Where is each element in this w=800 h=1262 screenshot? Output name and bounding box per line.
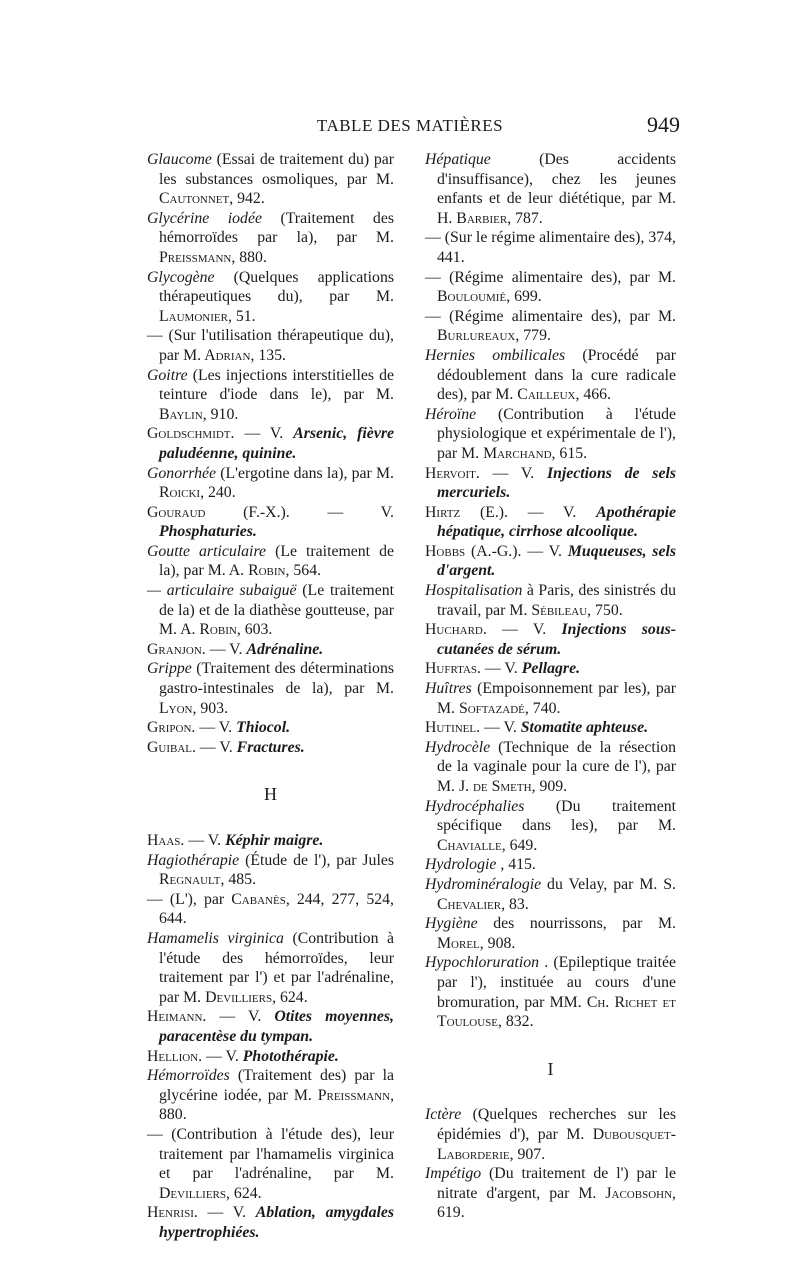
entry-head: Glycérine iodée xyxy=(147,209,262,227)
index-column-left xyxy=(147,150,394,1242)
entry-head: Goutte articulaire xyxy=(147,542,267,560)
index-entry xyxy=(425,1105,676,1164)
running-header xyxy=(140,112,680,142)
entry-author: M. Devilliers xyxy=(159,1165,394,1202)
entry-head: Hamamelis virginica xyxy=(147,929,284,947)
entry-head: — xyxy=(425,268,441,286)
entry-page: , 699. xyxy=(506,288,542,306)
entry-ref: Pellagre. xyxy=(521,660,581,678)
entry-ref: Injections sous-cutanées de sérum. xyxy=(437,621,677,658)
entry-head: Hépatique xyxy=(425,151,491,168)
entry-head: Hygiène xyxy=(425,915,478,933)
entry-author: M. Roicki xyxy=(159,464,395,502)
entry-page: , 942. xyxy=(229,190,265,208)
index-entry-xref xyxy=(425,718,676,738)
entry-text: (Contribution à l'étude physiologique et expérimentale de l'), par xyxy=(437,405,677,462)
entry-text: (Procédé par dédoublement dans la cure radicale des), par xyxy=(437,346,676,404)
index-entry-xref xyxy=(147,1203,394,1242)
entry-page: , 787. xyxy=(507,209,543,227)
entry-page: , 907. xyxy=(509,1145,546,1163)
entry-ref: Injections de sels mercuriels. xyxy=(437,464,677,502)
index-entry xyxy=(147,1066,394,1125)
entry-page: , 880. xyxy=(159,1086,395,1124)
entry-author: MM. Ch. Richet et Toulouse xyxy=(437,993,676,1031)
entry-head: — xyxy=(425,307,441,325)
index-entry-xref xyxy=(147,640,394,660)
index-entry xyxy=(147,929,394,1007)
entry-head: — xyxy=(425,229,441,247)
index-entry xyxy=(425,581,676,620)
entry-text: (Quelques applications thérapeutiques du), par xyxy=(159,268,394,306)
entry-text: — V. xyxy=(244,425,284,443)
entry-text: (L'), par xyxy=(169,890,225,908)
entry-text: (Étude de l'), par Jules xyxy=(245,851,395,869)
entry-head: — articulaire subaiguë xyxy=(147,582,297,600)
entry-head: Ictère xyxy=(425,1106,462,1124)
entry-text: — V. xyxy=(209,640,243,658)
entry-page: , 615. xyxy=(551,444,588,462)
entry-author: M. Devilliers xyxy=(183,988,273,1006)
entry-text: (Des accidents d'insuffisance), chez les jeunes enfants et de leur diététique, par xyxy=(437,151,676,208)
entry-page: , 908. xyxy=(479,934,516,952)
entry-author: M. Baylin xyxy=(159,386,394,423)
entry-page: , 880. xyxy=(231,248,267,266)
entry-ref: Ablation, amygdales hypertrophiées. xyxy=(159,1204,395,1241)
entry-head: Heimann. xyxy=(147,1008,207,1026)
entry-head: Huchard. xyxy=(425,621,487,639)
index-entry xyxy=(425,228,676,267)
entry-text: (L'ergotine dans la), par xyxy=(220,464,372,482)
entry-author: M. Preissmann xyxy=(293,1086,391,1104)
entry-text: (Traitement des hémorroïdes par la), par xyxy=(159,209,394,247)
entry-head: Hirtz (E.). xyxy=(425,503,509,521)
entry-text: (Sur le régime alimentaire des), 374, 441. xyxy=(437,229,676,266)
entry-author: M. H. Barbier xyxy=(437,190,677,227)
entry-head: Hypochloruration xyxy=(425,954,540,972)
entry-text: (Le traitement de la), par xyxy=(159,542,394,580)
index-entry-xref xyxy=(147,424,394,463)
index-entry-xref xyxy=(425,659,676,679)
entry-text: — V. xyxy=(492,464,535,482)
entry-ref: Muqueuses, sels d'argent. xyxy=(437,542,676,580)
entry-page: , 135. xyxy=(250,346,286,364)
entry-text: à Paris, des sinistrés du travail, par xyxy=(437,582,676,619)
entry-page: , 624. xyxy=(226,1184,262,1202)
entry-page: , 619. xyxy=(437,1184,676,1222)
entry-page: , 244, 277, 524, 644. xyxy=(159,890,395,928)
entry-page: , 603. xyxy=(236,621,273,639)
entry-text: (Le traitement de la) et de la diathèse goutteuse, par xyxy=(159,582,394,619)
entry-head: Goldschmidt. xyxy=(147,425,235,443)
entry-author: M. A. Robin xyxy=(207,562,286,580)
entry-text: (Technique de la résection de la vaginale pour la cure de l'), par xyxy=(437,738,677,776)
entry-author: M. Lyon xyxy=(159,680,394,717)
entry-text: , 415. xyxy=(500,856,536,874)
entry-author: M. Cailleux xyxy=(495,386,576,404)
entry-head: Glaucome xyxy=(147,151,212,168)
entry-text: (Traitement des déterminations gastro-intestinales de la), par xyxy=(159,660,394,698)
entry-page: , 624. xyxy=(272,988,308,1006)
entry-author: Regnault xyxy=(159,871,221,889)
index-entry xyxy=(147,464,394,503)
entry-page: , 779. xyxy=(515,327,551,345)
index-entry xyxy=(147,890,394,929)
section-letter: I xyxy=(547,1058,554,1079)
entry-text: (Sur l'utilisation thérapeutique du), par xyxy=(159,327,394,364)
entry-text: (Traitement des) par la glycérine iodée, par xyxy=(159,1067,394,1104)
entry-page: , 564. xyxy=(285,562,322,580)
entry-ref: Apothérapie hépatique, cirrhose alcoolique. xyxy=(437,503,677,541)
entry-author: M. Chavialle xyxy=(437,817,676,854)
entry-page: , 903. xyxy=(192,699,229,717)
entry-text: — V. xyxy=(206,1047,239,1065)
page-title: TABLE DES MATIÈRES xyxy=(316,116,504,135)
entry-author: M. Morel xyxy=(437,915,677,952)
entry-text: des nourrissons, par xyxy=(493,915,643,933)
index-entry xyxy=(425,855,676,875)
entry-head: Impétigo xyxy=(425,1165,482,1183)
entry-text: (Régime alimentaire des), par xyxy=(449,268,650,286)
index-entry xyxy=(425,405,676,464)
entry-text: — V. xyxy=(527,542,563,560)
index-entry xyxy=(147,851,394,890)
index-entry xyxy=(425,1164,676,1223)
index-entry xyxy=(425,679,676,718)
entry-head: Haas. xyxy=(147,832,185,849)
entry-head: — xyxy=(147,1125,163,1143)
entry-head: Gouraud (F.-X.). xyxy=(147,503,290,521)
entry-page: , 485. xyxy=(220,871,257,889)
entry-head: Hervoit. xyxy=(425,464,480,482)
index-entry xyxy=(425,875,676,914)
entry-ref: Phosphaturies. xyxy=(159,523,257,541)
entry-text: — V. xyxy=(502,621,547,639)
entry-page: , 910. xyxy=(202,405,239,423)
entry-author: Cabanès xyxy=(231,890,286,908)
index-entry xyxy=(425,797,676,856)
entry-author: M. Cautonnet xyxy=(159,170,394,208)
entry-head: Hutinel. xyxy=(425,719,481,737)
entry-text: (Empoisonnement par les), par xyxy=(477,680,676,698)
entry-head: Héroïne xyxy=(425,405,477,423)
index-entry xyxy=(147,581,394,640)
entry-text: (Contribution à l'étude des hémorroïdes, leur traitement par l') et par l'adrénaline, par xyxy=(159,929,395,1006)
index-entry xyxy=(147,659,394,718)
entry-ref: Stomatite aphteuse. xyxy=(520,719,649,737)
entry-head: Hobbs (A.-G.). xyxy=(425,542,522,560)
entry-head: Henrisi. xyxy=(147,1204,198,1222)
entry-text: (Les injections interstitielles de teinture d'iode dans le), par xyxy=(159,366,394,404)
entry-head: Hagiothérapie xyxy=(147,851,240,869)
entry-ref: Thiocol. xyxy=(236,719,291,737)
entry-ref: Adrénaline. xyxy=(246,640,324,658)
entry-text: (Du traitement spécifique dans les), par xyxy=(437,797,676,835)
entry-page: , 740. xyxy=(524,699,561,717)
index-entry xyxy=(425,914,676,953)
index-entry-xref xyxy=(425,503,676,542)
entry-head: Guibal. xyxy=(147,738,196,756)
entry-ref: Arsenic, fièvre paludéenne, quinine. xyxy=(159,425,394,462)
entry-text: — V. xyxy=(199,719,233,737)
entry-text: — V. xyxy=(207,1204,247,1222)
entry-text: (Du traitement de l') par le nitrate d'argent, par xyxy=(437,1165,677,1202)
entry-text: (Essai de traitement du) par les substances osmoliques, par xyxy=(159,151,394,188)
index-entry xyxy=(425,150,676,228)
section-letter: H xyxy=(264,784,277,805)
index-entry xyxy=(147,209,394,268)
index-entry xyxy=(425,346,676,405)
index-entry xyxy=(147,326,394,365)
entry-head: Gonorrhée xyxy=(147,464,217,482)
entry-text: . (Epileptique traitée par l'), instituée au cours d'une bromuration, par xyxy=(437,954,676,1011)
entry-head: Hydrocéphalies xyxy=(425,797,525,815)
entry-author: M. Laumonier xyxy=(159,288,394,325)
entry-author: M. Softazadé xyxy=(437,699,525,717)
entry-text: — V. xyxy=(484,660,518,678)
entry-ref: Fractures. xyxy=(236,738,305,756)
entry-head: Hernies ombilicales xyxy=(425,346,566,364)
entry-page: , 832. xyxy=(497,1013,534,1031)
index-entry xyxy=(147,542,394,581)
index-entry xyxy=(147,366,394,425)
entry-author: M. J. de Smeth xyxy=(437,778,532,795)
entry-page: , 909. xyxy=(531,778,568,795)
entry-head: Hospitalisation xyxy=(425,582,523,600)
entry-head: Gripon. xyxy=(147,719,196,737)
entry-author: M. Bouloumié xyxy=(437,268,676,306)
index-entry xyxy=(425,738,676,797)
entry-ref: Képhir maigre. xyxy=(225,832,324,849)
entry-page: , 649. xyxy=(501,836,538,854)
entry-head: Hydrologie xyxy=(425,856,497,874)
index-entry-xref xyxy=(147,738,394,758)
entry-ref: Otites moyennes, paracentèse du tympan. xyxy=(159,1008,394,1045)
entry-text: (Régime alimentaire des), par xyxy=(449,307,650,325)
index-entry-xref xyxy=(425,542,676,581)
index-entry-xref xyxy=(425,620,676,659)
entry-author: M. S. Chevalier xyxy=(437,875,676,913)
entry-head: Hufrtas. xyxy=(425,660,481,678)
entry-author: M. Dubousquet-Laborderie xyxy=(437,1125,676,1163)
page-number: 949 xyxy=(647,112,680,137)
entry-head: Hydrocèle xyxy=(425,738,491,756)
entry-page: , 51. xyxy=(227,307,256,325)
entry-text: — V. xyxy=(484,719,517,737)
index-entry-xref xyxy=(147,1007,394,1046)
entry-author: M. Adrian xyxy=(183,346,251,364)
entry-head: Glycogène xyxy=(147,268,215,286)
entry-text: (Contribution à l'étude des), leur traitement par l'hamamelis virginica et par l'adrénaline, par xyxy=(159,1125,394,1183)
entry-page: , 83. xyxy=(501,895,529,913)
entry-head: — xyxy=(147,890,163,908)
entry-page: , 750. xyxy=(587,601,623,619)
index-entry xyxy=(425,268,676,307)
entry-text: — V. xyxy=(219,1008,262,1026)
index-entry-xref xyxy=(147,503,394,542)
entry-head: Huîtres xyxy=(425,680,472,698)
entry-text: — V. xyxy=(188,832,222,849)
entry-page: , 466. xyxy=(575,386,612,404)
entry-head: Grippe xyxy=(147,660,192,678)
entry-head: Hémorroïdes xyxy=(147,1067,230,1085)
index-entry-xref xyxy=(147,831,394,851)
index-entry-xref xyxy=(147,718,394,738)
index-entry xyxy=(147,268,394,327)
entry-head: Hydrominéralogie xyxy=(425,875,542,893)
index-entry-xref xyxy=(147,1047,394,1067)
index-entry-xref xyxy=(425,464,676,503)
entry-ref: Photothérapie. xyxy=(242,1047,339,1065)
entry-page: , 240. xyxy=(200,484,236,502)
entry-head: Goitre xyxy=(147,366,188,384)
entry-text: — V. xyxy=(327,503,394,521)
entry-head: — xyxy=(147,327,163,345)
index-column-right xyxy=(425,150,676,1223)
index-entry xyxy=(425,953,676,1031)
entry-text: — V. xyxy=(199,738,233,756)
entry-text: du Velay, par xyxy=(547,875,634,893)
entry-author: M. A. Robin xyxy=(159,621,237,639)
entry-author: M. Sébileau xyxy=(509,601,588,619)
entry-head: Hellion. xyxy=(147,1047,203,1065)
entry-author: M. Burlureaux xyxy=(437,307,676,345)
entry-author: M. Marchand xyxy=(461,444,552,462)
entry-author: M. Jacobsohn xyxy=(578,1184,673,1202)
index-entry xyxy=(147,150,394,209)
entry-author: M. Preissmann xyxy=(159,229,395,266)
entry-head: Granjon. xyxy=(147,640,206,658)
index-entry xyxy=(147,1125,394,1203)
entry-text: — V. xyxy=(527,503,577,521)
index-entry xyxy=(425,307,676,346)
entry-text: (Quelques recherches sur les épidémies d'), par xyxy=(437,1106,676,1143)
